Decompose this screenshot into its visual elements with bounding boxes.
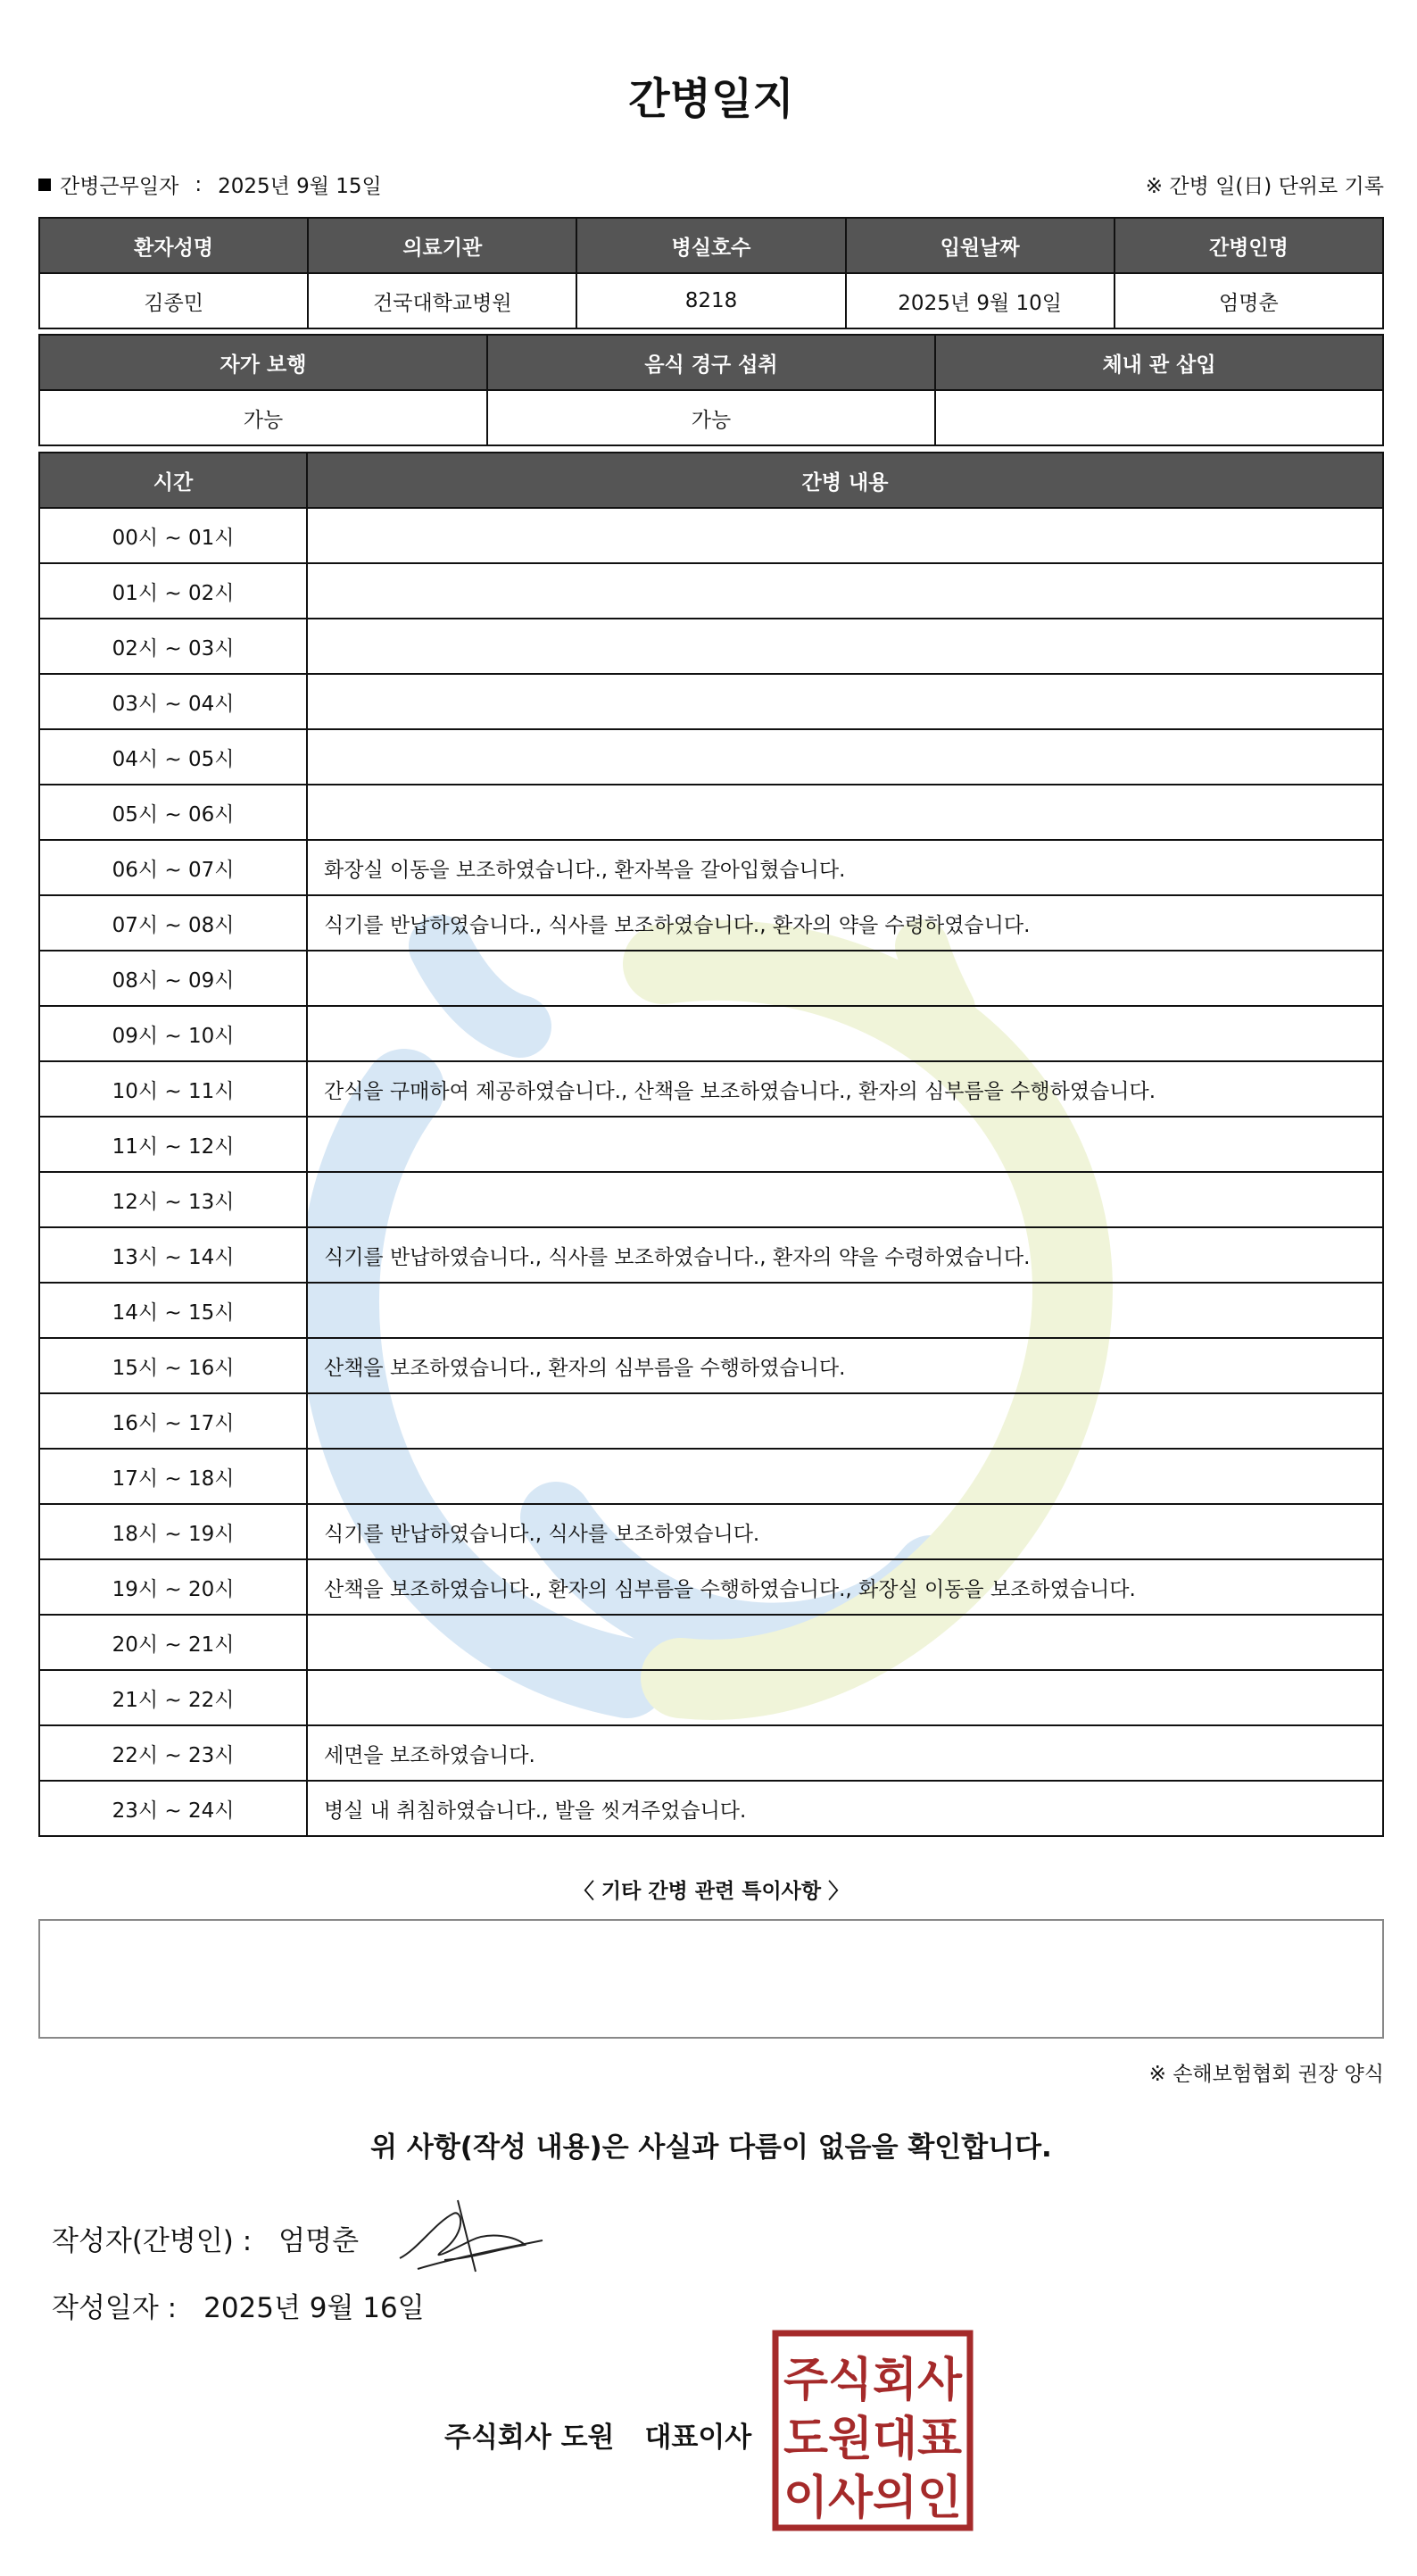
company-seal <box>772 2330 974 2531</box>
log-row <box>39 1449 1383 1504</box>
log-row <box>39 508 1383 563</box>
header-admission-date: 입원날짜 <box>846 218 1115 273</box>
log-content <box>307 1670 1383 1725</box>
log-time: 17시 ~ 18시 <box>39 1449 307 1504</box>
patient-status-table <box>38 334 1384 446</box>
writer-label: 작성자(간병인) : <box>52 2225 253 2257</box>
header-caregiver: 간병인명 <box>1115 218 1383 273</box>
header-tube-insertion: 체내 관 삽입 <box>935 335 1383 390</box>
meta-row <box>38 170 1384 202</box>
log-time: 20시 ~ 21시 <box>39 1615 307 1670</box>
admission-date: 2025년 9월 10일 <box>846 273 1115 328</box>
duty-date-separator: : <box>195 172 203 196</box>
log-row <box>39 1781 1383 1836</box>
log-row <box>39 674 1383 729</box>
log-content <box>307 1172 1383 1227</box>
log-time: 01시 ~ 02시 <box>39 563 307 619</box>
info-value-row <box>39 273 1383 328</box>
log-row <box>39 1061 1383 1117</box>
bullet-icon <box>38 179 51 191</box>
log-row <box>39 1006 1383 1061</box>
log-content <box>307 619 1383 674</box>
log-content: 세면을 보조하였습니다. <box>307 1725 1383 1781</box>
log-content <box>307 1449 1383 1504</box>
notes-title: 〈 기타 간병 관련 특이사항 〉 <box>573 1880 849 1903</box>
log-content: 화장실 이동을 보조하였습니다., 환자복을 갈아입혔습니다. <box>307 840 1383 895</box>
log-content <box>307 1117 1383 1172</box>
log-row <box>39 1725 1383 1781</box>
header-care-content: 간병 내용 <box>307 453 1383 508</box>
log-time: 13시 ~ 14시 <box>39 1227 307 1283</box>
company-name: 주식회사 도원 <box>444 2422 615 2454</box>
log-content <box>307 674 1383 729</box>
header-room: 병실호수 <box>576 218 845 273</box>
log-content <box>307 1393 1383 1449</box>
log-content: 산책을 보조하였습니다., 환자의 심부름을 수행하였습니다. <box>307 1338 1383 1393</box>
tube-insertion-value <box>935 390 1383 445</box>
log-content <box>307 563 1383 619</box>
log-row <box>39 1338 1383 1393</box>
log-content <box>307 1615 1383 1670</box>
log-row <box>39 619 1383 674</box>
log-content: 식기를 반납하였습니다., 식사를 보조하였습니다. <box>307 1504 1383 1559</box>
status-value-row <box>39 390 1383 445</box>
log-time: 04시 ~ 05시 <box>39 729 307 785</box>
header-hospital: 의료기관 <box>308 218 576 273</box>
document-page <box>38 0 1384 2576</box>
patient-name: 김종민 <box>39 273 308 328</box>
log-content <box>307 508 1383 563</box>
patient-info-table <box>38 217 1384 329</box>
signature-image <box>391 2196 551 2276</box>
hospital-name: 건국대학교병원 <box>308 273 576 328</box>
log-time: 16시 ~ 17시 <box>39 1393 307 1449</box>
log-body <box>39 508 1383 1836</box>
status-header-row <box>39 335 1383 390</box>
svg-text:도원대표: 도원대표 <box>783 2413 962 2466</box>
log-time: 14시 ~ 15시 <box>39 1283 307 1338</box>
log-row <box>39 1670 1383 1725</box>
log-row <box>39 1117 1383 1172</box>
writer-name: 엄명춘 <box>278 2225 360 2257</box>
company-line <box>444 2414 751 2455</box>
log-content: 식기를 반납하였습니다., 식사를 보조하였습니다., 환자의 약을 수령하였습니다. <box>307 895 1383 951</box>
log-row <box>39 785 1383 840</box>
written-date-label: 작성일자 : <box>52 2292 178 2324</box>
log-row <box>39 563 1383 619</box>
log-content: 간식을 구매하여 제공하였습니다., 산책을 보조하였습니다., 환자의 심부름을 수행하였습니다. <box>307 1061 1383 1117</box>
svg-text:이사의인: 이사의인 <box>783 2472 962 2525</box>
log-row <box>39 1283 1383 1338</box>
log-row <box>39 1504 1383 1559</box>
log-content: 산책을 보조하였습니다., 환자의 심부름을 수행하였습니다., 화장실 이동을 보조하였습니다. <box>307 1559 1383 1615</box>
log-content <box>307 729 1383 785</box>
log-content: 병실 내 취침하였습니다., 발을 씻겨주었습니다. <box>307 1781 1383 1836</box>
log-time: 05시 ~ 06시 <box>39 785 307 840</box>
log-time: 08시 ~ 09시 <box>39 951 307 1006</box>
log-row <box>39 1393 1383 1449</box>
log-time: 21시 ~ 22시 <box>39 1670 307 1725</box>
room-number: 8218 <box>576 273 845 328</box>
header-oral-intake: 음식 경구 섭취 <box>487 335 935 390</box>
page-title: 간병일지 <box>628 74 794 124</box>
record-note: ※ 간병 일(日) 단위로 기록 <box>1145 175 1384 198</box>
log-row <box>39 1227 1383 1283</box>
log-content <box>307 1006 1383 1061</box>
log-time: 03시 ~ 04시 <box>39 674 307 729</box>
log-time: 06시 ~ 07시 <box>39 840 307 895</box>
info-header-row <box>39 218 1383 273</box>
log-time: 22시 ~ 23시 <box>39 1725 307 1781</box>
log-row <box>39 1559 1383 1615</box>
svg-text:주식회사: 주식회사 <box>783 2354 963 2407</box>
log-row <box>39 1615 1383 1670</box>
log-header-row <box>39 453 1383 508</box>
log-content: 식기를 반납하였습니다., 식사를 보조하였습니다., 환자의 약을 수령하였습니다. <box>307 1227 1383 1283</box>
log-row <box>39 1172 1383 1227</box>
log-content <box>307 1283 1383 1338</box>
written-date-line <box>52 2285 425 2325</box>
caregiver-name: 엄명춘 <box>1115 273 1383 328</box>
log-time: 19시 ~ 20시 <box>39 1559 307 1615</box>
writer-line <box>52 2218 359 2258</box>
log-row <box>39 840 1383 895</box>
log-time: 15시 ~ 16시 <box>39 1338 307 1393</box>
log-row <box>39 951 1383 1006</box>
log-time: 18시 ~ 19시 <box>39 1504 307 1559</box>
company-title: 대표이사 <box>644 2422 752 2454</box>
header-self-walking: 자가 보행 <box>39 335 487 390</box>
duty-date-label: 간병근무일자 <box>60 175 179 198</box>
log-time: 10시 ~ 11시 <box>39 1061 307 1117</box>
log-time: 02시 ~ 03시 <box>39 619 307 674</box>
form-note: ※ 손해보험협회 권장 양식 <box>1148 2063 1384 2086</box>
duty-date-value: 2025년 9월 15일 <box>218 175 382 198</box>
log-content <box>307 785 1383 840</box>
log-time: 07시 ~ 08시 <box>39 895 307 951</box>
log-time: 11시 ~ 12시 <box>39 1117 307 1172</box>
log-time: 09시 ~ 10시 <box>39 1006 307 1061</box>
notes-box <box>38 1919 1384 2039</box>
written-date-value: 2025년 9월 16일 <box>203 2292 425 2324</box>
self-walking-value: 가능 <box>39 390 487 445</box>
log-time: 23시 ~ 24시 <box>39 1781 307 1836</box>
log-content <box>307 951 1383 1006</box>
confirmation-statement: 위 사항(작성 내용)은 사실과 다름이 없음을 확인합니다. <box>370 2131 1052 2164</box>
log-time: 12시 ~ 13시 <box>39 1172 307 1227</box>
header-time: 시간 <box>39 453 307 508</box>
duty-date <box>38 170 382 199</box>
log-row <box>39 895 1383 951</box>
oral-intake-value: 가능 <box>487 390 935 445</box>
log-row <box>39 729 1383 785</box>
log-time: 00시 ~ 01시 <box>39 508 307 563</box>
care-log-table <box>38 452 1384 1837</box>
header-patient-name: 환자성명 <box>39 218 308 273</box>
